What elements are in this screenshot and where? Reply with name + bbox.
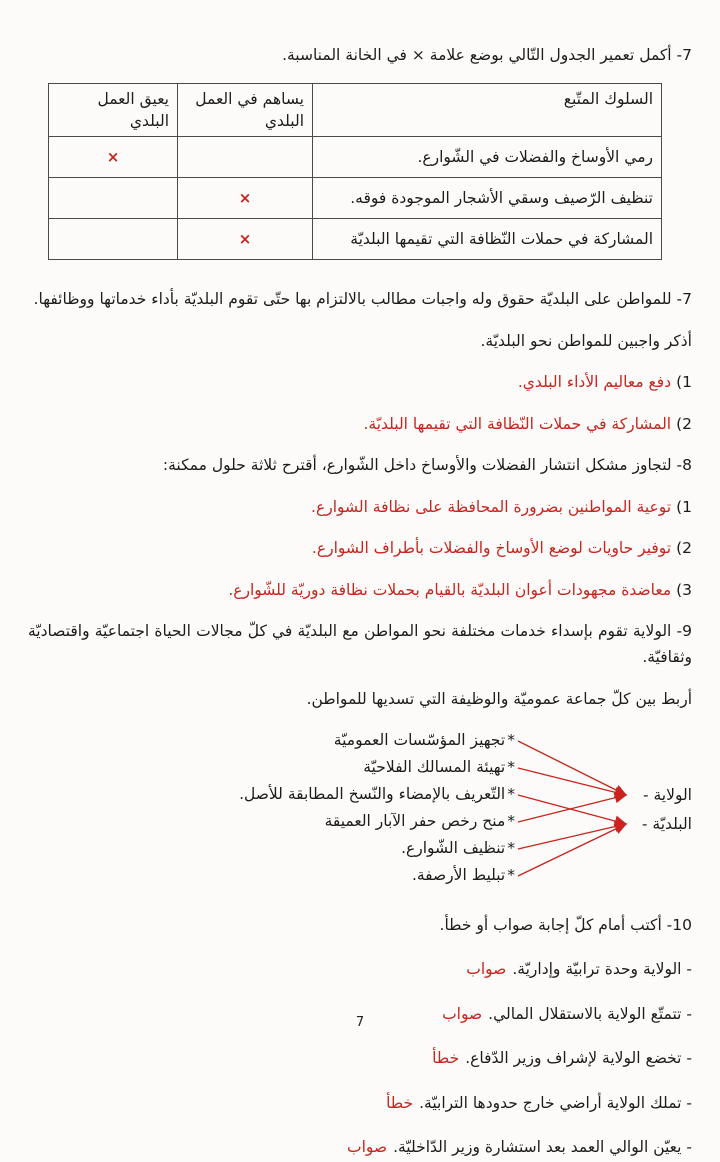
true-false-line (28, 1133, 692, 1162)
match-target-label: - الولاية (643, 786, 692, 804)
contributes-mark-cell: × (178, 219, 313, 260)
match-item-label: التّعريف بالإمضاء والنّسخ المطابقة للأصل. (239, 785, 505, 803)
answer-line (28, 369, 692, 395)
asterisk-marker: * (505, 839, 515, 857)
match-item-label: تنظيف الشّوارع. (401, 839, 505, 857)
q10-title: 10- أكتب أمام كلّ إجابة صواب أو خطأ. (28, 911, 692, 940)
q8-statement: 8- لتجاوز مشكل انتشار الفضلات والأوساخ داخل الشّوارع، أقترح ثلاثة حلول ممكنة: (28, 452, 692, 478)
true-false-line (28, 955, 692, 984)
match-target-wilaya (643, 782, 692, 809)
q7b-prompt: أذكر واجبين للمواطن نحو البلديّة. (28, 328, 692, 354)
answer-line (28, 494, 692, 520)
statement-text: - تملك الولاية أراضي خارج حدودها الترابيّة. (419, 1094, 692, 1112)
match-item (325, 808, 515, 835)
true-false-line (28, 1089, 692, 1118)
q9-prompt: أربط بين كلّ جماعة عموميّة والوظيفة التي تسديها للمواطن. (28, 686, 692, 712)
answer-number: 1) (676, 373, 692, 391)
contributes-mark-cell (178, 137, 313, 178)
answer-line (28, 577, 692, 603)
statement-text: - تخضع الولاية لإشراف وزير الدّفاع. (465, 1049, 692, 1067)
answer-text: المشاركة في حملات النّظافة التي تقيمها البلديّة. (363, 415, 671, 433)
column-header-behavior: السلوك المتّبع (313, 84, 662, 137)
column-header-contributes: يساهم في العمل البلدي (178, 84, 313, 137)
answer-text: صواب (466, 960, 506, 978)
question-10-block (28, 911, 692, 1162)
true-false-line (28, 1044, 692, 1073)
hinders-mark-cell (49, 178, 178, 219)
match-item (239, 781, 515, 808)
answer-number: 2) (676, 415, 692, 433)
answer-text: صواب (347, 1138, 387, 1156)
match-line-item3-baladiya (518, 795, 626, 824)
contributes-mark-cell: × (178, 178, 313, 219)
answer-line (28, 535, 692, 561)
asterisk-marker: * (505, 731, 515, 749)
asterisk-marker: * (505, 758, 515, 776)
question-7b-block (28, 286, 692, 437)
answer-text: صواب (442, 1005, 482, 1023)
match-line-item2-wilaya (518, 768, 626, 795)
asterisk-marker: * (505, 785, 515, 803)
matching-exercise (28, 727, 692, 895)
behavior-table (48, 83, 662, 260)
statement-text: - يعيّن الوالي العمد بعد استشارة وزير الدّاخليّة. (393, 1138, 692, 1156)
match-item-label: تهيئة المسالك الفلاحيّة (363, 758, 505, 776)
match-line-item6-baladiya (518, 824, 626, 876)
match-target-label: - البلديّة (642, 815, 692, 833)
table-header-row (49, 84, 662, 137)
answer-text: خطأ (386, 1094, 413, 1112)
question-9-block (28, 618, 692, 895)
match-target-baladiya (642, 811, 692, 838)
match-item-label: تجهيز المؤسّسات العموميّة (334, 731, 505, 749)
match-item (401, 835, 515, 862)
answer-text: معاضدة مجهودات أعوان البلديّة بالقيام بحملات نظافة دوريّة للشّوارع. (228, 581, 671, 599)
match-item (334, 727, 515, 754)
behavior-cell: رمي الأوساخ والفضلات في الشّوارع. (313, 137, 662, 178)
match-line-item1-wilaya (518, 741, 626, 795)
match-item (363, 754, 515, 781)
q7b-statement: 7- للمواطن على البلديّة حقوق وله واجبات مطالب بالالتزام بها حتّى تقوم البلديّة بأداء خدماتها ووظائفها. (28, 286, 692, 312)
table-row (49, 137, 662, 178)
column-header-hinders: يعيق العمل البلدي (49, 84, 178, 137)
asterisk-marker: * (505, 866, 515, 884)
behavior-cell: تنظيف الرّصيف وسقي الأشجار الموجودة فوقه. (313, 178, 662, 219)
match-item (412, 862, 515, 889)
page-number: 7 (0, 1015, 720, 1030)
q9-statement: 9- الولاية تقوم بإسداء خدمات مختلفة نحو المواطن مع البلديّة في كلّ مجالات الحياة اجتماعيّة واقتصاديّة وثقافيّة. (28, 618, 692, 670)
question-8-block (28, 452, 692, 603)
statement-text: - تتمتّع الولاية بالاستقلال المالي. (488, 1005, 692, 1023)
hinders-mark-cell (49, 219, 178, 260)
asterisk-marker: * (505, 812, 515, 830)
answer-line (28, 411, 692, 437)
q7-table-intro: 7- أكمل تعمير الجدول التّالي بوضع علامة × في الخانة المناسبة. (28, 42, 692, 68)
answer-text: دفع معاليم الأداء البلدي. (518, 373, 671, 391)
answer-number: 3) (676, 581, 692, 599)
answer-number: 1) (676, 498, 692, 516)
answer-text: توعية المواطنين بضرورة المحافظة على نظافة الشوارع. (311, 498, 671, 516)
behavior-cell: المشاركة في حملات النّظافة التي تقيمها البلديّة (313, 219, 662, 260)
statement-text: - الولاية وحدة ترابيّة وإداريّة. (512, 960, 692, 978)
table-row (49, 178, 662, 219)
answer-number: 2) (676, 539, 692, 557)
match-item-label: تبليط الأرصفة. (412, 866, 505, 884)
table-row (49, 219, 662, 260)
match-item-label: منح رخص حفر الآبار العميقة (325, 812, 506, 830)
answer-text: توفير حاويات لوضع الأوساخ والفضلات بأطراف الشوارع. (312, 539, 671, 557)
match-line-item5-baladiya (518, 824, 626, 849)
match-line-item4-wilaya (518, 795, 626, 822)
hinders-mark-cell: × (49, 137, 178, 178)
answer-text: خطأ (432, 1049, 459, 1067)
